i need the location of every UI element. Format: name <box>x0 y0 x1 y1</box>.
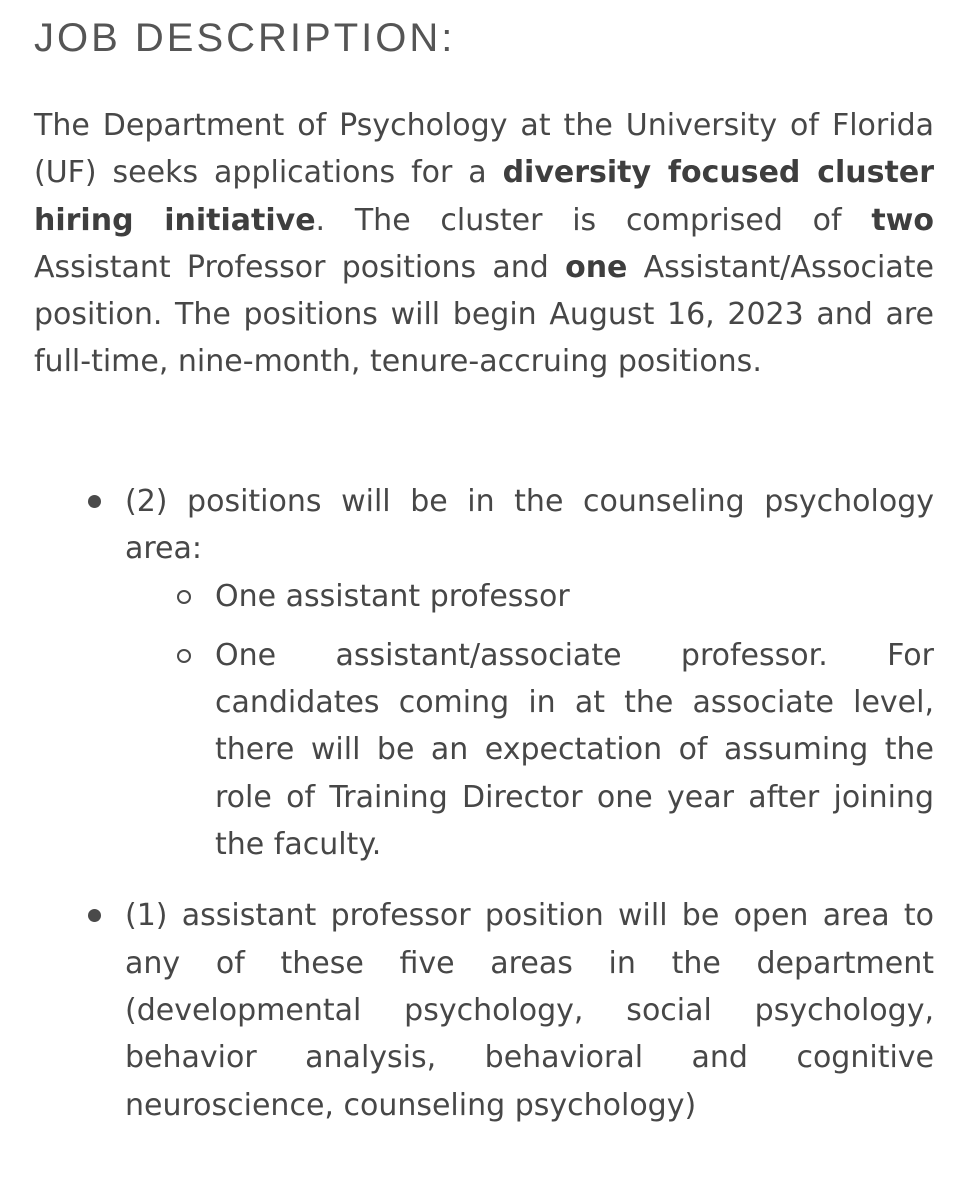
positions-list <box>0 478 934 1129</box>
list-item-counseling <box>0 478 934 868</box>
list-item-open-area <box>0 892 934 1128</box>
sub-list-item <box>125 573 934 620</box>
bullet-circle-icon <box>177 590 191 604</box>
intro-text-2: . The cluster is comprised of <box>315 202 872 238</box>
intro-text-4: Assistant/Associate position. The positions will begin August 16, 2023 and are full-time, nine-month, tenure-accruing positions. <box>34 249 934 380</box>
list-item-text: (1) assistant professor position will be open area to any of these five areas in the department (developmental psychology, social psychology, behavior analysis, behavioral and cognitive neuroscience, counseling psychology) <box>125 898 934 1123</box>
sub-list-item-text: One assistant professor <box>215 578 570 614</box>
bullet-dot-icon <box>88 909 101 922</box>
section-heading: JOB DESCRIPTION: <box>34 16 456 60</box>
counseling-sub-list <box>125 573 934 869</box>
sub-list-item-text: One assistant/associate professor. For candidates coming in at the associate level, there will be an expectation of assuming the role of Training Director one year after joining the faculty. <box>215 637 934 863</box>
sub-list-item <box>125 632 934 868</box>
intro-paragraph <box>34 102 934 386</box>
list-item-text: (2) positions will be in the counseling psychology area: <box>125 484 934 567</box>
intro-text-3: Assistant Professor positions and <box>34 249 566 285</box>
intro-text-1: The Department of Psychology at the University of Florida (UF) seeks applications for a <box>34 108 934 191</box>
intro-bold-initiative: diversity focused cluster hiring initiative <box>34 155 934 238</box>
bullet-dot-icon <box>88 495 101 508</box>
intro-bold-one: one <box>565 249 628 285</box>
bullet-circle-icon <box>177 649 191 663</box>
intro-bold-two: two <box>871 202 934 238</box>
